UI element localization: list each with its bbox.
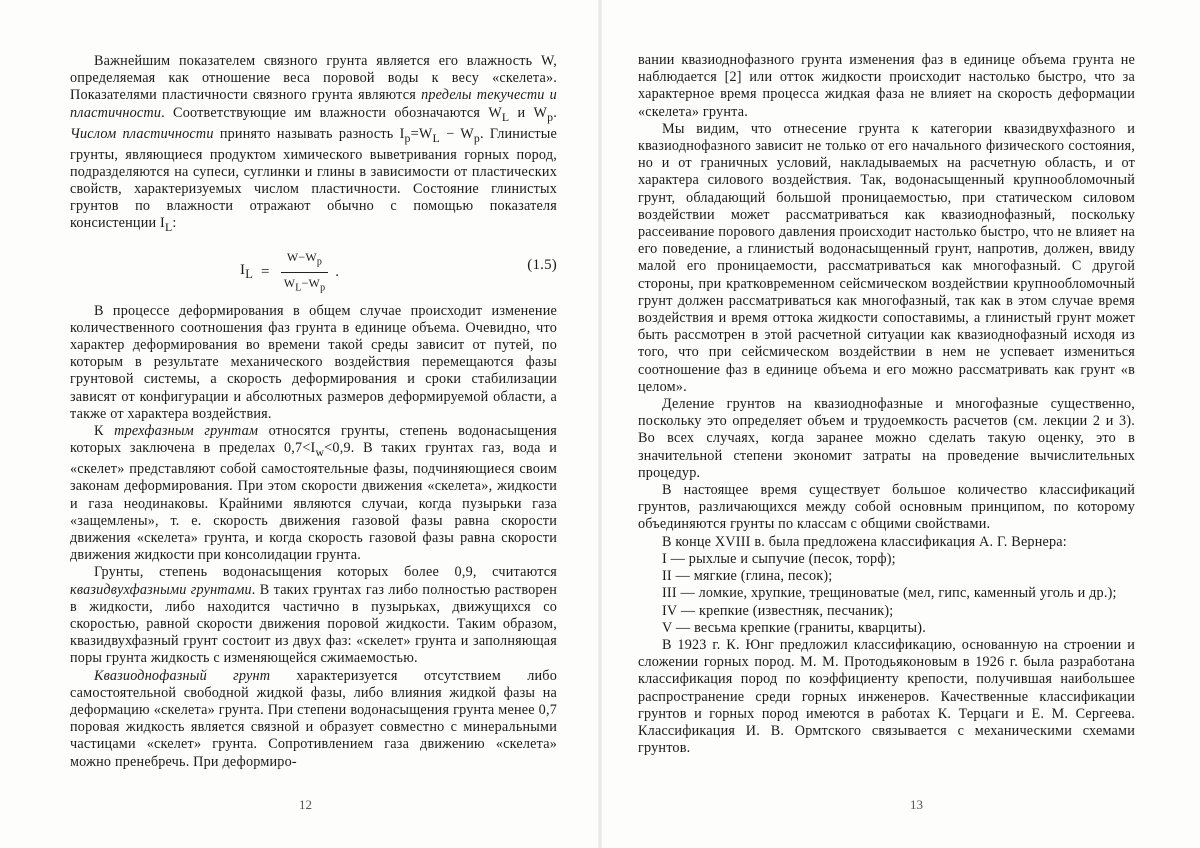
page-number: 12	[299, 797, 312, 812]
paragraph: К трехфазным грунтам относятся грунты, степень водонасыщения которых заключена в пределах $0,7<I_w<0,9$. В таких грунтах газ, вода и «скелет» представляют собой самостоятельные фазы, подчиняющиеся своим законам деформирования. При этом скорости движения «скелета», жидкости и газа неодинаковы. Крайними являются случаи, когда пузырьки газа «защемлены», т. е. скорость движения газовой фазы равна скорости движения «скелета» грунта, и когда скорость газовой фазы равна скорости движения жидкости при консолидации грунта.	[70, 422, 557, 564]
fraction: $\frac{W-W_p}{W_L-W_p}$	[278, 249, 332, 297]
paragraph: В 1923 г. К. Юнг предложил классификацию, основанную на строении и сложении горных пород. М. М. Протодьяконовым в 1926 г. была разработана классификация пород по коэффициенту крепости, получившая наибольшее распространение среди горных инженеров. Качественные классификации грунтов и горных пород имеются в работах К. Терцаги и Е. М. Сергеева. Классификация И. В. Ормтского связывается с механическими схемами грунтов.	[638, 636, 1135, 757]
list-item: III — ломкие, хрупкие, трещиноватые (мел, гипс, каменный уголь и др.);	[662, 585, 1117, 602]
paragraph: Деление грунтов на квазиоднофазные и многофазные существенно, поскольку это определяет объем и трудоемкость расчетов (см. лекции 2 и 3). Во всех случаях, когда заранее можно сделать такую оценку, это в значительной степени экономит затраты на проведение вычислительных процедур.	[638, 396, 1135, 481]
paragraph: вании квазиоднофазного грунта изменения фаз в единице объема грунта не наблюдается [2] или отток жидкости происходит настолько быстро, что за характерное время процесса жидкая фаза не влияет на скорость деформации «скелета» грунта.	[638, 52, 1135, 120]
right-text-column	[638, 52, 1135, 757]
paragraph: Квазиоднофазный грунт характеризуется отсутствием либо самостоятельной свободной жидкой фазы, либо влияния жидкой фазы на деформацию «скелета» грунта. При степени водонасыщения грунта менее 0,7 поровая жидкость является связной и образует совместно с минеральными частицами «скелет» грунта. Сопротивлением газа движению «скелета» можно пренебречь. При деформиро-	[70, 667, 557, 770]
formula-expression: $I_L$ = $\frac{W-W_p}{W_L-W_p}$ .	[240, 249, 339, 297]
paragraph: Важнейшим показателем связного грунта является его влажность W, определяемая как отношение веса поровой воды к весу «скелета». Показателями пластичности связного грунта являются пределы текучести и пластичности. Соответствующие им влажности обозначаются $W_L$ и $W_p$. Числом пластичности принято называть разность $I_p=W_L - W_p$. Глинистые грунты, являющиеся продуктом химического выветривания горных пород, подразделяются на супеси, суглинки и глины в зависимости от пластических свойств, характеризуемых числом пластичности. Состояние глинистых грунтов по влажности отражают обычно с помощью показателя консистенции $I_L$:	[70, 53, 557, 235]
list-item: II — мягкие (глина, песок);	[662, 568, 833, 585]
left-text-column	[70, 53, 557, 771]
equation-number: (1.5)	[527, 256, 557, 273]
page-number: 13	[910, 797, 923, 812]
paragraph: Мы видим, что отнесение грунта к категории квазидвухфазного и квазиоднофазного зависит не только от его начального физического состояния, но и от граничных условий, накладываемых на расчетную область, и от характера силового воздействия. Так, водонасыщенный крупнообломочный грунт, обладающий большой проницаемостью, при статическом силовом воздействии может рассматриваться как квазиоднофазный, поскольку рассеивание порового давления происходит настолько быстро, что не влияет на его поведение, а глинистый водонасыщенный грунт, напротив, должен, ввиду малой его проницаемости, рассматриваться как многофазный. С другой стороны, при кратковременном сейсмическом воздействии крупнообломочный грунт должен рассматриваться как многофазный, так как в этом случае время воздействия и время оттока жидкости сопоставимы, а глинистый грунт может быть рассмотрен в этой расчетной ситуации как квазиоднофазный исходя из того, что при сейсмическом воздействии в нем не успевает измениться соотношение фаз в единице объема и его можно рассматривать как грунт «в целом».	[638, 120, 1135, 395]
list-item: IV — крепкие (известняк, песчаник);	[662, 602, 894, 619]
list-item: V — весьма крепкие (граниты, кварциты).	[662, 619, 926, 636]
paragraph: В конце XVIII в. была предложена классификация А. Г. Вернера:	[662, 533, 1067, 550]
paragraph: Грунты, степень водонасыщения которых более 0,9, считаются квазидвухфазными грунтами. В таких грунтах газ либо полностью растворен в жидкости, либо находится частично в пузырьках, движущихся со скоростью, равной скорости движения поровой жидкости. Таким образом, квазидвухфазный грунт состоит из двух фаз: «скелет» грунта и заполняющая поры грунта жидкость с изменяющейся сжимаемостью.	[70, 564, 557, 667]
right-page	[600, 0, 1200, 848]
paragraph: В процессе деформирования в общем случае происходит изменение количественного соотношения фаз грунта в единице объема. Очевидно, что характер деформирования во времени такой среды зависит от путей, по которым в результате механического воздействия перемещаются фазы грунтовой системы, а скорость деформирования и сроки стабилизации зависят от конфигурации и абсолютных размеров деформируемой области, а также от характера воздействия.	[70, 302, 557, 422]
paragraph: В настоящее время существует большое количество классификаций грунтов, различающихся между собой основным принципом, по которому объединяются грунты по классам с общими свойствами.	[638, 482, 1135, 533]
formula-1-5	[70, 245, 557, 294]
list-item: I — рыхлые и сыпучие (песок, торф);	[662, 550, 896, 567]
